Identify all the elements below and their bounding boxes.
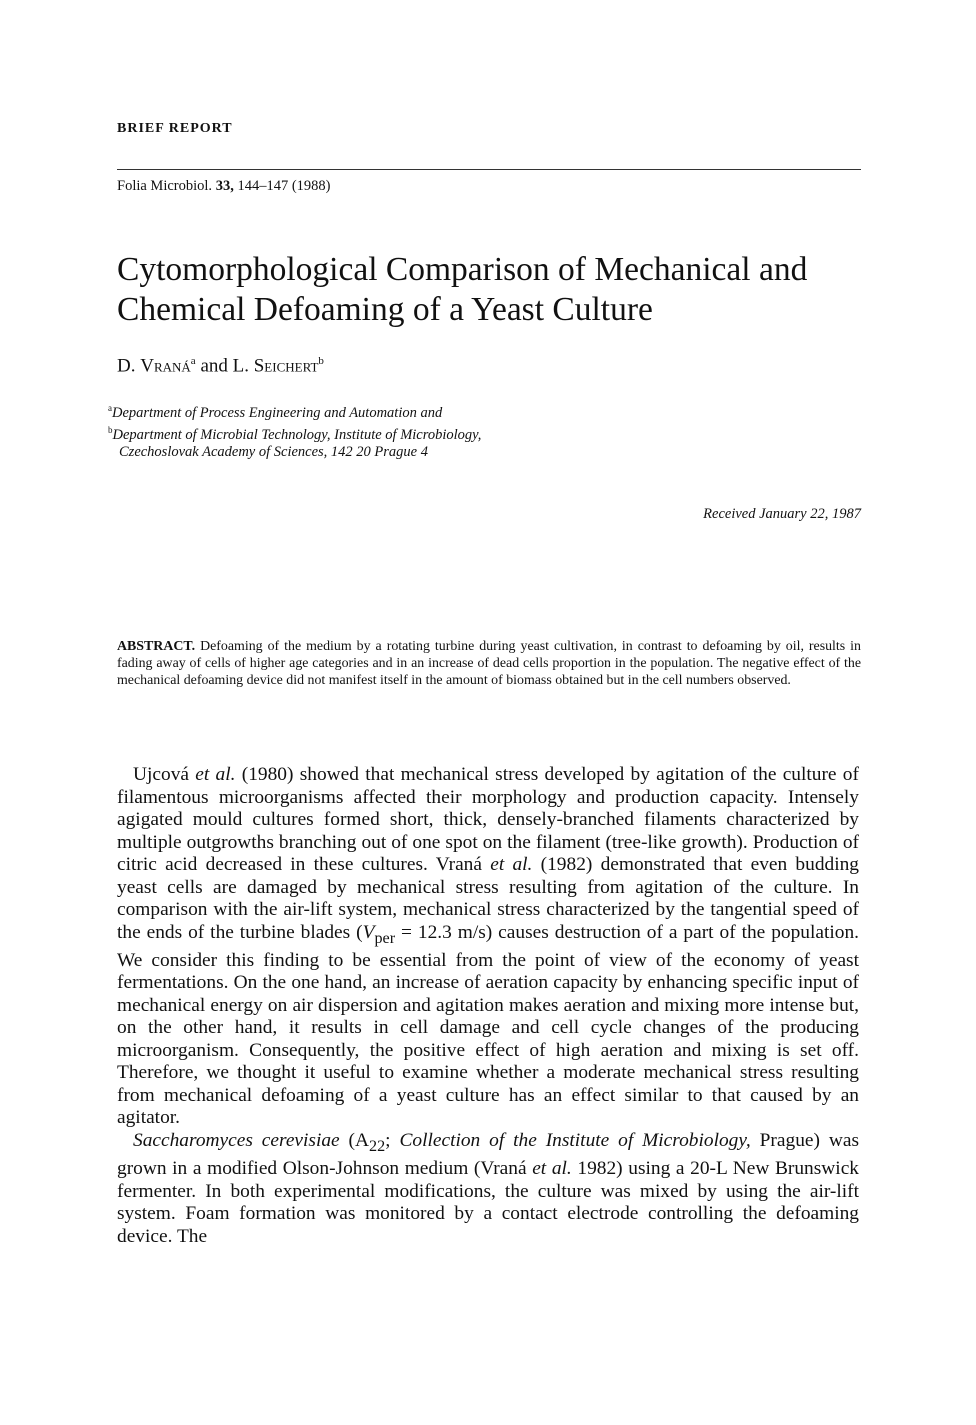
affiliation-a-text: Department of Process Engineering and Automation and xyxy=(112,404,443,421)
body-text xyxy=(117,764,859,1248)
author-joiner: and xyxy=(200,355,228,377)
body-text-italic: et al. xyxy=(490,854,533,875)
abstract-label: ABSTRACT. xyxy=(117,639,196,654)
body-text-run: Ujcová xyxy=(133,764,189,785)
species-name: Saccharomyces cerevisiae xyxy=(133,1129,340,1151)
author2-surname: Seichert xyxy=(253,355,319,377)
author1-surname: Vraná xyxy=(140,355,191,377)
abstract-text: Defoaming of the medium by a rotating turbine during yeast cultivation, in contrast to defoaming by oil, results in fading away of cells of higher age categories and in an increase of dead cells proportion in the population. The negative effect of the mechanical defoaming device did not manifest itself in the amount of biomass obtained but in the cell numbers observed. xyxy=(117,639,861,689)
affiliation-b-line2: Czechoslovak Academy of Sciences, 142 20 Prague 4 xyxy=(119,443,428,460)
header-rule xyxy=(117,169,861,170)
article-title: Cytomorphological Comparison of Mechanical and Chemical Defoaming of a Yeast Culture xyxy=(117,251,808,328)
author2-initial: L. xyxy=(232,355,249,377)
author2-mark: b xyxy=(318,355,324,367)
body-text-run: (1982) demonstrated that even budding yeast cells are damaged by mechanical stress resulting from agitation of the culture. In comparison with the air-lift system, mechanical stress characterized by the tangential speed of the ends of the turbine blades ( xyxy=(117,854,859,943)
affiliations xyxy=(108,400,708,461)
body-text-run: (1980) showed that mechanical stress developed by agitation of the culture of filamentous microorganisms affected their morphology and production capacity. Intensely agigated mould cultures formed short, thick, densely-branched filaments characterized by multiple outgrowths branching out of one spot on the filament (tree-like growth). Production of citric acid decreased in these cultures. Vraná xyxy=(117,764,859,875)
velocity-subscript: per xyxy=(374,929,396,947)
affiliation-b-text: Department of Microbial Technology, Institute of Microbiology, xyxy=(112,426,482,443)
body-text-italic: et al. xyxy=(195,764,236,785)
body-text-run: ; xyxy=(385,1129,400,1151)
body-text-italic: et al. xyxy=(532,1158,572,1180)
journal-citation xyxy=(117,178,330,195)
author1-mark: a xyxy=(190,355,196,367)
affiliation-b xyxy=(108,422,708,444)
body-paragraph-2 xyxy=(117,1130,859,1248)
affiliation-a xyxy=(108,400,708,422)
body-paragraph-1 xyxy=(117,764,859,1130)
author1-initial: D. xyxy=(117,355,136,377)
author-line xyxy=(117,355,324,377)
body-text-run: = 12.3 m/s) causes destruction of a part of the population. We consider this finding to be essential from the point of view of the economy of yeast fermentations. On the one hand, an increase of aeration capacity by enhancing specific input of mechanical energy on air dispersion and agitation makes aeration and mixing more intense but, on the other hand, it results in cell damage and cell cycle changes of the producing microorganism. Consequently, the positive effect of high aeration and mixing is set off. Therefore, we thought it useful to examine whether a moderate mechanical stress resulting from mechanical defoaming of a yeast culture has an effect similar to that caused by an agitator. xyxy=(117,921,859,1129)
abstract xyxy=(117,638,861,690)
affiliation-a-mark: a xyxy=(108,403,112,413)
strain-subscript: 22 xyxy=(369,1137,386,1155)
section-label: BRIEF REPORT xyxy=(117,121,233,136)
body-text-run: (A xyxy=(339,1129,370,1151)
citation-volume: 33, xyxy=(215,178,234,194)
body-text-run: Prague) was grown in a modified Olson-Johnson medium (Vraná xyxy=(117,1129,859,1180)
affiliation-b-mark: b xyxy=(108,424,113,435)
received-date: Received January 22, 1987 xyxy=(703,506,861,522)
velocity-symbol: V xyxy=(362,921,375,943)
citation-journal: Folia Microbiol. xyxy=(117,178,213,194)
citation-pages: 144–147 (1988) xyxy=(237,178,331,194)
body-text-run: 1982) using a 20-L New Brunswick fermenter. In both experimental modifications, the culture was mixed by using the air-lift system. Foam formation was monitored by a contact electrode controlling the defoaming device. The xyxy=(117,1158,859,1247)
collection-name: Collection of the Institute of Microbiology, xyxy=(399,1129,751,1151)
